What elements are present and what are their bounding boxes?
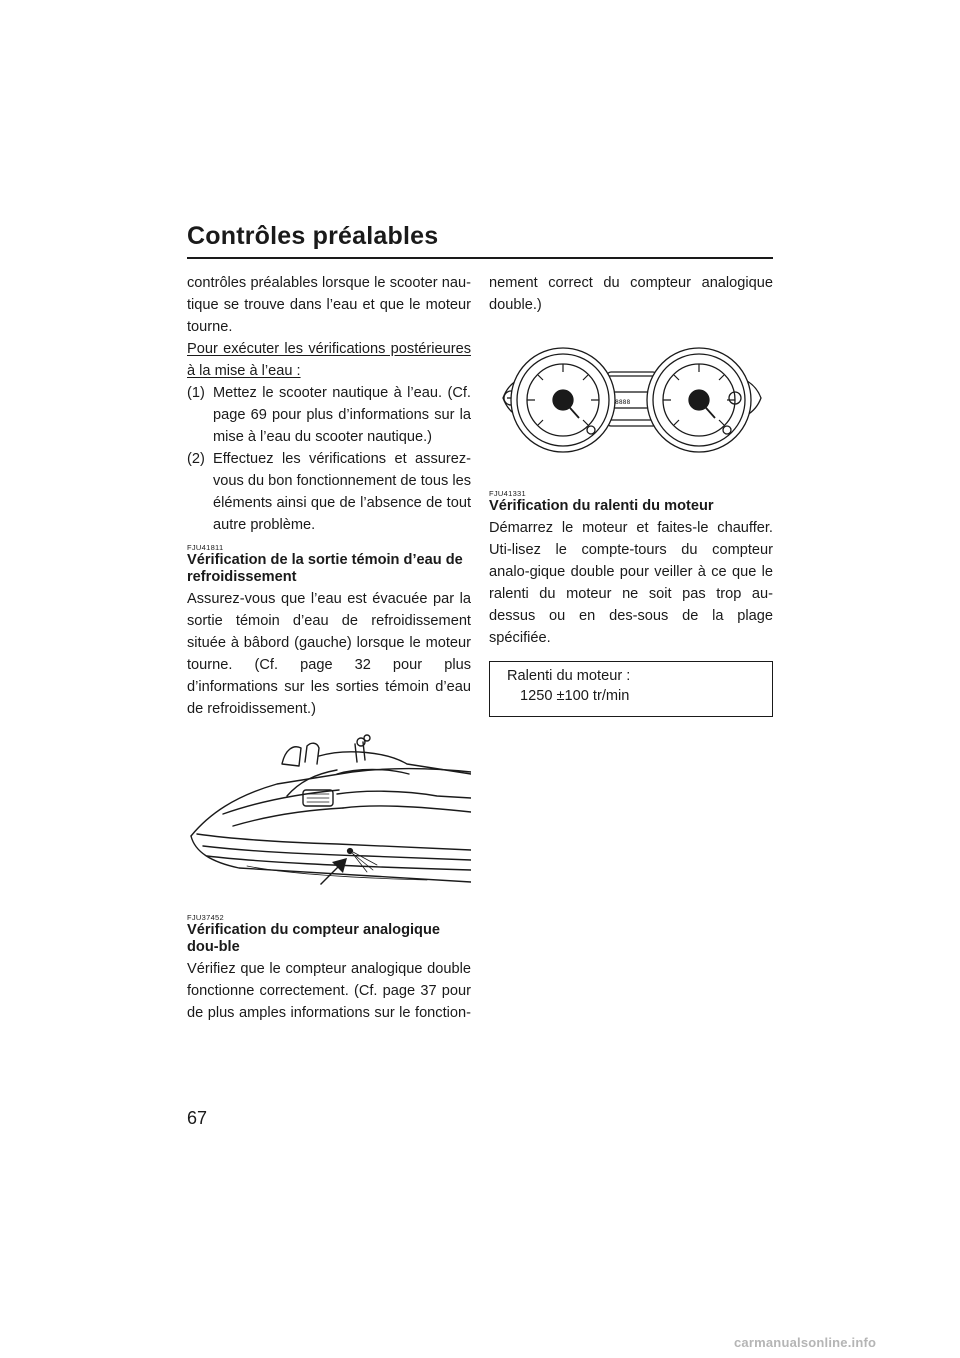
step-text: Effectuez les vérifications et assurez-vous du bon fonctionnement de tous les éléments ainsi que de l’absence de tout autre problème. xyxy=(213,451,471,533)
step-1 xyxy=(187,382,471,448)
cooling-paragraph: Assurez-vous que l’eau est évacuée par la sortie témoin d’eau de refroidissement située à bâbord (gauche) lorsque le moteur tourne. (Cf. page 32 pour plus d’informations sur les sorties témoin d’eau de refroidissement.) xyxy=(187,591,471,717)
idle-paragraph: Démarrez le moteur et faites-le chauffer. Uti-lisez le compte-tours du compteur analo-gique double pour veiller à ce que le ralenti du moteur ne soit pas trop au-dessus ou en des-sous de la plage spécifiée. xyxy=(489,520,773,646)
continuation-paragraph: nement correct du compteur analogique double.) xyxy=(489,275,773,313)
step-text: Mettez le scooter nautique à l’eau. (Cf. page 69 pour plus d’informations sur la mise à l’eau du scooter nautique.) xyxy=(213,385,471,445)
after-launch-heading: Pour exécuter les vérifications postérieures à la mise à l’eau : xyxy=(187,341,471,379)
dual-analog-meter-illustration xyxy=(489,342,773,482)
section-code: FJU37452 xyxy=(187,913,225,922)
right-column xyxy=(489,272,773,717)
meter-paragraph: Vérifiez que le compteur analogique double fonctionne correctement. (Cf. page 37 pour de plus amples informations sur le fonction- xyxy=(187,961,471,1021)
spec-value: 1250 ±100 tr/min xyxy=(520,688,630,704)
step-number: (1) xyxy=(187,385,205,401)
step-number: (2) xyxy=(187,451,205,467)
intro-paragraph: contrôles préalables lorsque le scooter nau-tique se trouve dans l’eau et que le moteur tourne. xyxy=(187,275,471,335)
watermark: carmanualsonline.info xyxy=(734,1335,877,1350)
section-heading-cooling: Vérification de la sortie témoin d’eau de refroidissement xyxy=(187,552,463,585)
idle-spec-box xyxy=(489,661,773,717)
spec-label: Ralenti du moteur : xyxy=(507,668,631,684)
page-title: Contrôles préalables xyxy=(187,222,439,250)
svg-text:8888: 8888 xyxy=(615,399,631,406)
step-2 xyxy=(187,448,471,536)
section-code: FJU41811 xyxy=(187,543,224,552)
section-heading-meter: Vérification du compteur analogique dou-ble xyxy=(187,922,440,955)
section-code: FJU41331 xyxy=(489,489,527,498)
watercraft-illustration xyxy=(187,734,471,904)
title-rule xyxy=(187,257,773,259)
left-column xyxy=(187,272,471,1024)
section-heading-idle: Vérification du ralenti du moteur xyxy=(489,498,714,514)
page-number: 67 xyxy=(187,1108,208,1128)
